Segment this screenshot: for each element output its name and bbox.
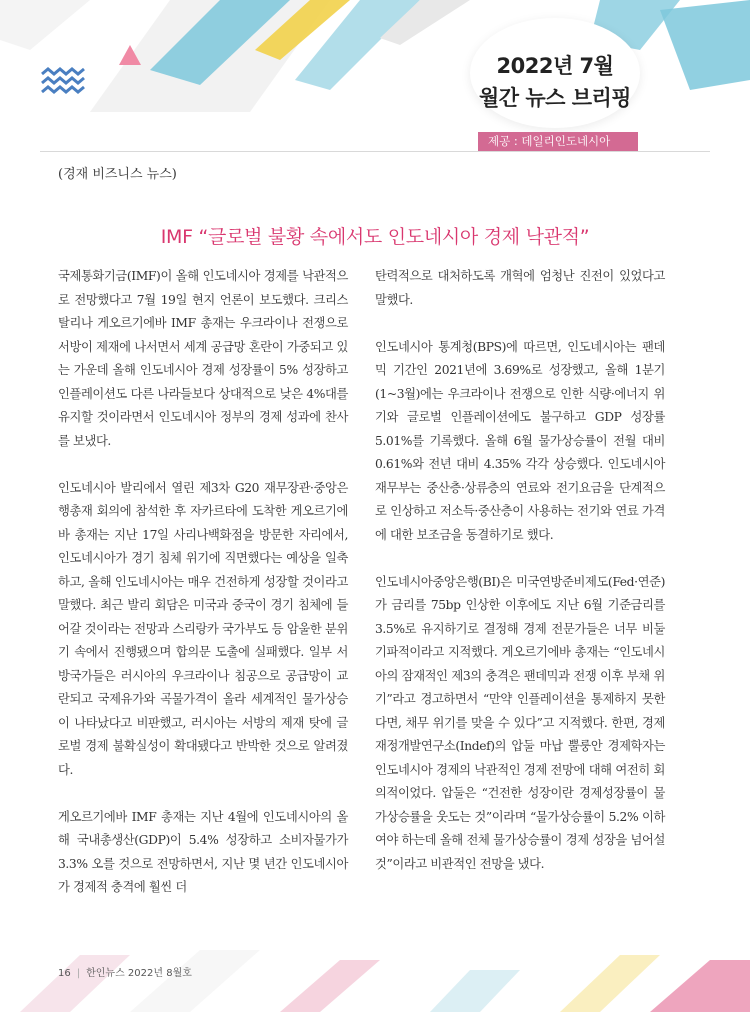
source-label-bar [478, 132, 638, 151]
article-left-column [58, 265, 348, 923]
issue-badge [470, 18, 640, 128]
page-footer [58, 964, 192, 979]
badge-title: 월간 뉴스 브리핑 [478, 86, 632, 110]
footer-separator: | [76, 968, 81, 979]
paragraph: 게오르기에바 IMF 총재는 지난 4월에 인도네시아의 올해 국내총생산(GDP)이 5.4% 성장하고 소비자물가가 3.3% 오를 것으로 전망하면서, 지난 몇 년간 인도네시아가 경제적 충격에 훨씬 더 [58, 809, 348, 894]
paragraph: 국제통화기금(IMF)이 올해 인도네시아 경제를 낙관적으로 전망했다고 7월 19일 현지 언론이 보도했다. 크리스탈리나 게오르기에바 IMF 총재는 우크라이나 전쟁으로 서방이 제재에 나서면서 세계 공급망 혼란이 가중되고 있는 가운데 올해 인도네시아 경제 성장률이 5% 성장하고 인플레이션도 다른 나라들보다 상대적으로 낮은 4%대를 유지할 것이라면서 인도네시아 정부의 경제 성과에 찬사를 보냈다. [58, 269, 348, 448]
publication-name: 한인뉴스 2022년 8월호 [86, 968, 192, 979]
article-headline: IMF “글로벌 불황 속에서도 인도네시아 경제 낙관적” [160, 226, 590, 248]
paragraph: 인도네시아 통계청(BPS)에 따르면, 인도네시아는 팬데믹 기간인 2021년에 3.69%로 성장했고, 올해 1분기(1~3월)에는 우크라이나 전쟁으로 인한 식량·에너지 위기와 글로벌 인플레이션에도 불구하고 GDP 성장률 5.01%를 기록했다. 올해 6월 물가상승률이 전월 대비 0.61%와 전년 대비 4.35% 각각 상승했다. 인도네시아 재무부는 중산층·상류층의 연료와 전기요금을 단계적으로 인상하고 저소득·중산층이 사용하는 전기와 연료 가격에 대한 보조금을 동결하기로 했다. [375, 339, 665, 542]
category-label: (경재 비즈니스 뉴스) [58, 167, 177, 182]
paragraph: 인도네시아중앙은행(BI)은 미국연방준비제도(Fed·연준)가 금리를 75bp 인상한 이후에도 지난 6월 기준금리를 3.5%로 유지하기로 결정해 경제 전문가들은 너무 비둘기파적이라고 지적했다. 게오르기에바 총재는 “인도네시아의 잠재적인 제3의 충격은 팬데믹과 전쟁 이후 부채 위기”라고 경고하면서 “만약 인플레이션을 통제하지 못한다면, 채무 위기를 맞을 수 있다”고 지적했다. 한편, 경제재정개발연구소(Indef)의 압둘 마납 뿔룽안 경제학자는 인도네시아 경제의 낙관적인 경제 전망에 대해 여전히 회의적이었다. 압둘은 “건전한 성장이란 경제성장률이 물가상승률을 웃도는 것”이라며 “물가상승률이 5.2% 이하여야 하는데 올해 전체 물가상승률이 경제 성장을 넘어설 것”이라고 비관적인 전망을 냈다. [375, 574, 665, 871]
divider [40, 151, 710, 152]
paragraph: 탄력적으로 대처하도록 개혁에 엄청난 진전이 있었다고 말했다. [375, 269, 665, 307]
paragraph: 인도네시아 발리에서 열린 제3차 G20 재무장관·중앙은행총재 회의에 참석한 후 자카르타에 도착한 게오르기에바 총재는 지난 17일 사리나백화점을 방문한 자리에서, 인도네시아가 경기 침체 위기에 직면했다는 예상을 일축하고, 올해 인도네시아는 매우 건전하게 성장할 것이라고 말했다. 최근 발리 회담은 미국과 중국이 경기 침체에 들어갈 것이라는 전망과 스리랑카 국가부도 등 암울한 분위기 속에서 진행됐으며 합의문 도출에 실패했다. 일부 서방국가들은 러시아의 우크라이나 침공으로 공급망이 교란되고 국제유가와 곡물가격이 올라 세계적인 물가상승이 나타났다고 비판했고, 러시아는 서방의 제재 탓에 글로벌 경제 불확실성이 확대됐다고 반박한 것으로 알려졌다. [58, 480, 348, 777]
page-number: 16 [58, 968, 71, 979]
article-right-column [375, 265, 665, 900]
wave-icon [42, 69, 84, 92]
badge-date: 2022년 7월 [496, 54, 614, 78]
source-label: 제공 : 데일리인도네시아 [488, 134, 611, 148]
